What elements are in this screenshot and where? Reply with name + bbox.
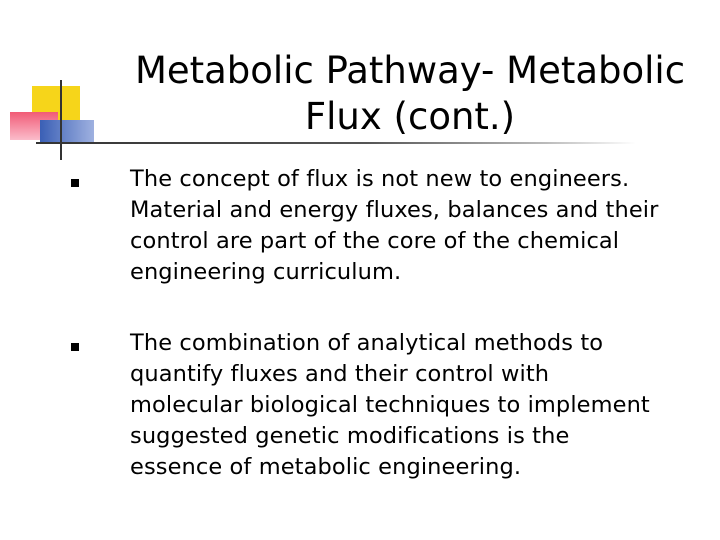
bullet-text <box>130 328 710 483</box>
slide-title <box>110 48 710 140</box>
bullet-line: molecular biological techniques to implement <box>130 392 650 418</box>
bullet-line: The combination of analytical methods to <box>130 330 604 356</box>
square-bullet-icon <box>71 343 79 351</box>
bullet-line: Material and energy fluxes, balances and their <box>130 197 659 223</box>
slide-title-line-2: Flux (cont.) <box>304 95 516 138</box>
vertical-rule <box>60 80 62 160</box>
blue-square-decoration <box>40 120 94 144</box>
bullet-line: The concept of flux is not new to engineers. <box>130 166 630 192</box>
bullet-line: essence of metabolic engineering. <box>130 454 522 480</box>
slide-title-line-1: Metabolic Pathway- Metabolic <box>134 49 686 92</box>
title-underline-rule <box>36 142 636 144</box>
square-bullet-icon <box>71 179 79 187</box>
bullet-text <box>130 164 710 288</box>
bullet-line: suggested genetic modifications is the <box>130 423 570 449</box>
bullet-line: control are part of the core of the chemical <box>130 228 620 254</box>
bullet-line: quantify fluxes and their control with <box>130 361 550 387</box>
bullet-line: engineering curriculum. <box>130 259 402 285</box>
